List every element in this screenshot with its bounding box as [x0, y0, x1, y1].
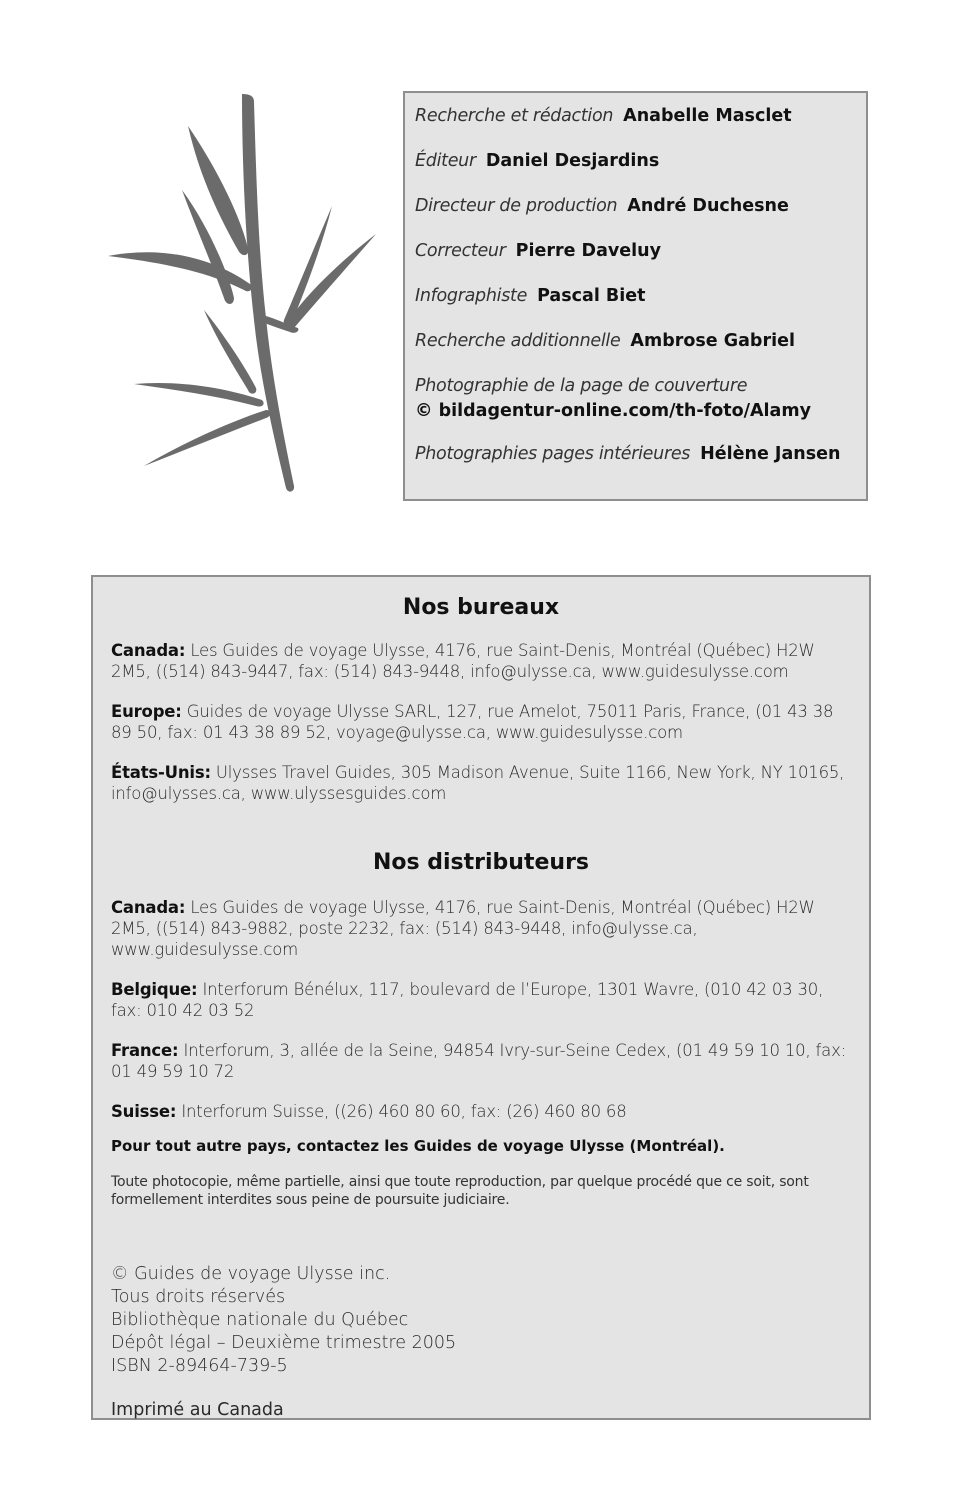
credit-role: Infographiste [415, 286, 528, 306]
distributor-entry [111, 1101, 851, 1122]
credit-name: Daniel Desjardins [485, 151, 660, 171]
entry-label: Canada: [111, 641, 186, 660]
entry-text: Ulysses Travel Guides, 305 Madison Avenue, Suite 1166, New York, NY 10165, info@ulysses.ca, www.ulyssesguides.com [111, 763, 845, 803]
credit-name: Hélène Jansen [700, 444, 841, 464]
credit-role: Éditeur [415, 151, 476, 171]
credit-line [415, 285, 856, 307]
credit-role: Correcteur [415, 241, 506, 261]
rights-line: Tous droits réservés [111, 1287, 286, 1307]
printed-in: Imprimé au Canada [111, 1400, 284, 1420]
credit-role: Photographies pages intérieures [415, 444, 691, 464]
entry-text: Interforum Bénélux, 117, boulevard de l’Europe, 1301 Wavre, (010 42 03 30, fax: 010 42 03 52 [111, 980, 824, 1020]
credit-name: Pascal Biet [537, 286, 646, 306]
bureaux-heading: Nos bureaux [402, 595, 560, 620]
bamboo-illustration [100, 88, 390, 498]
credit-name: Ambrose Gabriel [630, 331, 795, 351]
credit-name: André Duchesne [627, 196, 789, 216]
distributeurs-heading: Nos distributeurs [372, 850, 590, 875]
isbn-line: ISBN 2-89464-739-5 [111, 1356, 288, 1376]
entry-label: Canada: [111, 898, 186, 917]
credit-line [415, 375, 856, 422]
entry-label: Belgique: [111, 980, 198, 999]
credit-role: Recherche et rédaction [415, 106, 614, 126]
distributor-entry [111, 979, 851, 1021]
office-entry [111, 701, 851, 743]
office-entry [111, 640, 851, 682]
entry-label: France: [111, 1041, 179, 1060]
rights-block [111, 1263, 851, 1378]
credit-line [415, 105, 856, 127]
entry-text: Guides de voyage Ulysse SARL, 127, rue Amelot, 75011 Paris, France, (01 43 38 89 50, fax: 01 43 38 89 52, voyage@ulysse.ca, www.guidesulysse.com [111, 702, 834, 742]
credit-name: © bildagentur-online.com/th-foto/Alamy [415, 401, 811, 421]
credit-line [415, 195, 856, 217]
credit-role: Recherche additionnelle [415, 331, 621, 351]
rights-line: Dépôt légal – Deuxième trimestre 2005 [111, 1333, 457, 1353]
credits-box [403, 91, 868, 501]
credit-line [415, 150, 856, 172]
credit-role: Directeur de production [415, 196, 618, 216]
credit-line [415, 443, 856, 465]
credit-role: Photographie de la page de couverture [415, 376, 748, 396]
entry-text: Interforum Suisse, ((26) 460 80 60, fax: (26) 460 80 68 [181, 1102, 627, 1121]
credit-name: Anabelle Masclet [623, 106, 792, 126]
credit-line [415, 330, 856, 352]
distributor-entry [111, 897, 851, 960]
office-entry [111, 762, 851, 804]
entry-text: Interforum, 3, allée de la Seine, 94854 Ivry-sur-Seine Cedex, (01 49 59 10 10, fax: 01 49 59 10 72 [111, 1041, 846, 1081]
distributor-entry [111, 1040, 851, 1082]
entry-label: Europe: [111, 702, 182, 721]
copyright-notice: Toute photocopie, même partielle, ainsi que toute reproduction, par quelque procédé que ce soit, sont formellement interdites sous peine de poursuite judiciaire. [111, 1174, 809, 1208]
entry-label: Suisse: [111, 1102, 177, 1121]
entry-text: Les Guides de voyage Ulysse, 4176, rue Saint-Denis, Montréal (Québec) H2W 2M5, ((514) 843-9882, poste 2232, fax: (514) 843-9448, info@ulysse.ca, www.guidesulysse.com [111, 898, 815, 959]
other-countries-notice: Pour tout autre pays, contactez les Guides de voyage Ulysse (Montréal). [111, 1137, 725, 1155]
rights-line: Bibliothèque nationale du Québec [111, 1310, 409, 1330]
info-box [91, 575, 871, 1420]
entry-label: États-Unis: [111, 763, 211, 782]
entry-text: Les Guides de voyage Ulysse, 4176, rue Saint-Denis, Montréal (Québec) H2W 2M5, ((514) 843-9447, fax: (514) 843-9448, info@ulysse.ca, www.guidesulysse.com [111, 641, 815, 681]
rights-line: © Guides de voyage Ulysse inc. [111, 1264, 391, 1284]
credit-name: Pierre Daveluy [515, 241, 662, 261]
credit-line [415, 240, 856, 262]
